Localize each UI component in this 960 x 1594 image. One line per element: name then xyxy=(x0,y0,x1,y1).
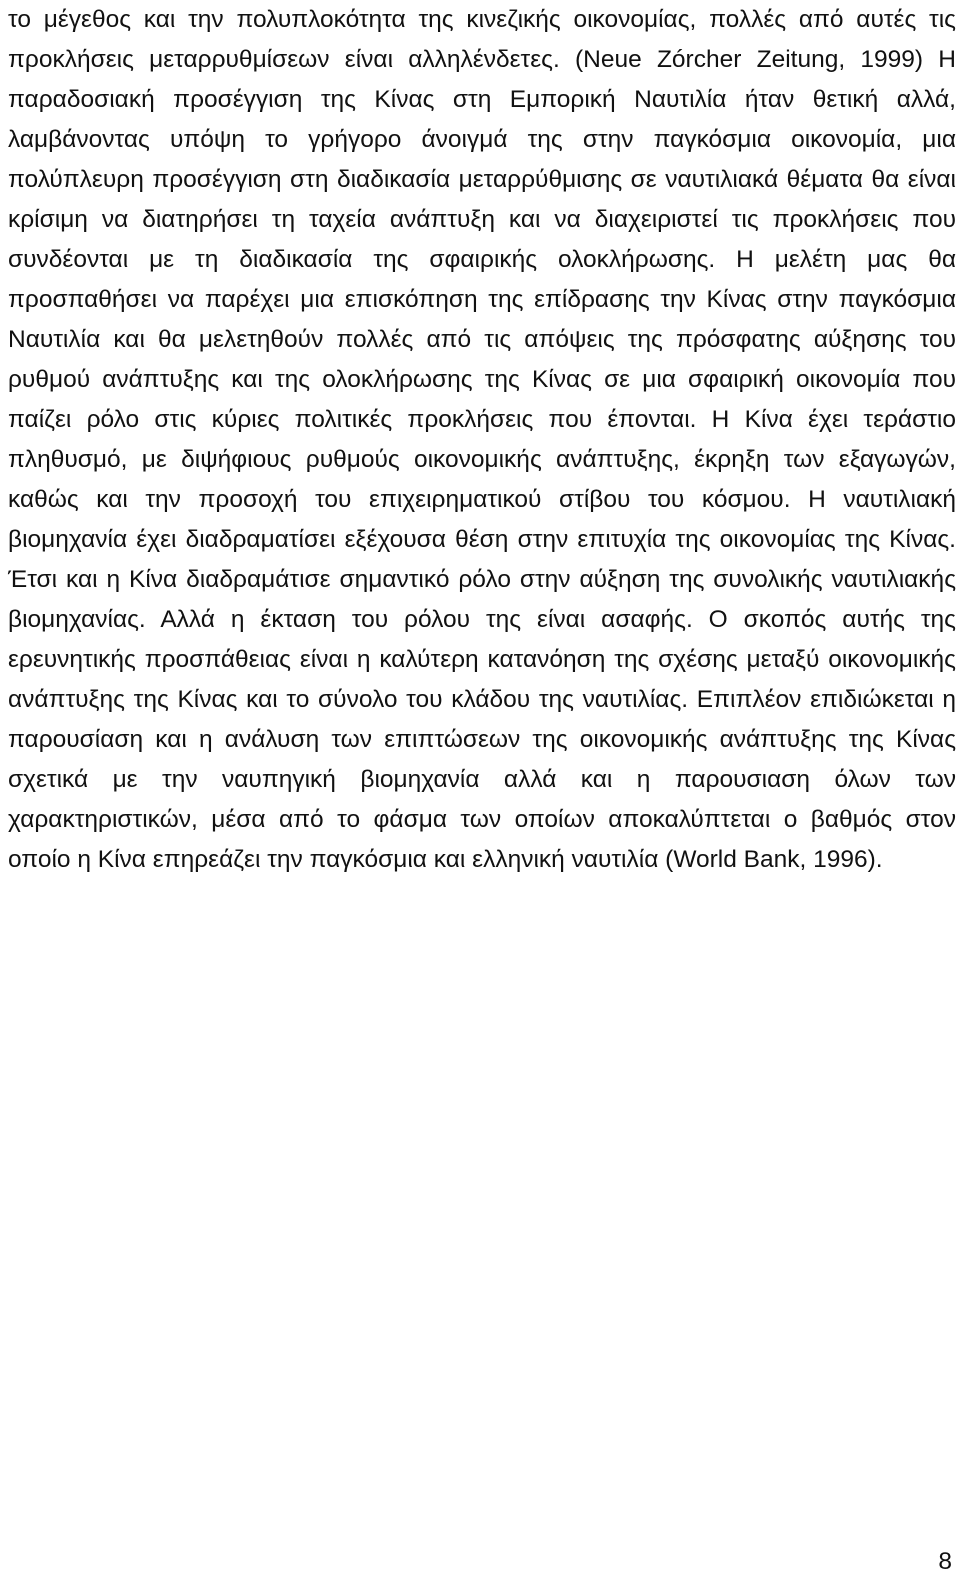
body-paragraph: το μέγεθος και την πολυπλοκότητα της κινεζικής οικονομίας, πολλές από αυτές τις προκλήσεις μεταρρυθμίσεων είναι αλληλένδετες. (Neue Zórcher Zeitung, 1999) Η παραδοσιακή προσέγγιση της Κίνας στη Εμπορική Ναυτιλία ήταν θετική αλλά, λαμβάνοντας υπόψη το γρήγορο άνοιγμά της στην παγκόσμια οικονομία, μια πολύπλευρη προσέγγιση στη διαδικασία μεταρρύθμισης σε ναυτιλιακά θέματα θα είναι κρίσιμη να διατηρήσει τη ταχεία ανάπτυξη και να διαχειριστεί τις προκλήσεις που συνδέονται με τη διαδικασία της σφαιρικής ολοκλήρωσης. Η μελέτη μας θα προσπαθήσει να παρέχει μια επισκόπηση της επίδρασης την Κίνας στην παγκόσμια Ναυτιλία και θα μελετηθούν πολλές από τις απόψεις της πρόσφατης αύξησης του ρυθμού ανάπτυξης και της ολοκλήρωσης της Κίνας σε μια σφαιρική οικονομία που παίζει ρόλο στις κύριες πολιτικές προκλήσεις που έπονται. Η Κίνα έχει τεράστιο πληθυσμό, με διψήφιους ρυθμούς οικονομικής ανάπτυξης, έκρηξη των εξαγωγών, καθώς και την προσοχή του επιχειρηματικού στίβου του κόσμου. Η ναυτιλιακή βιομηχανία έχει διαδραματίσει εξέχουσα θέση στην επιτυχία της οικονομίας της Κίνας. Έτσι και η Κίνα διαδραμάτισε σημαντικό ρόλο στην αύξηση της συνολικής ναυτιλιακής βιομηχανίας. Αλλά η έκταση του ρόλου της είναι ασαφής. Ο σκοπός αυτής της ερευνητικής προσπάθειας είναι η καλύτερη κατανόηση της σχέσης μεταξύ οικονομικής ανάπτυξης της Κίνας και το σύνολο του κλάδου της ναυτιλίας. Επιπλέον επιδιώκεται η παρουσίαση και η ανάλυση των επιπτώσεων της οικονομικής ανάπτυξης της Κίνας σχετικά με την ναυπηγική βιομηχανία αλλά και η παρουσιαση όλων των χαρακτηριστικών, μέσα από το φάσμα των οποίων αποκαλύπτεται ο βαθμός στον οποίο η Κίνα επηρεάζει την παγκόσμια και ελληνική ναυτιλία (World Bank, 1996). xyxy=(8,6,956,873)
page-number: 8 xyxy=(938,1548,952,1575)
